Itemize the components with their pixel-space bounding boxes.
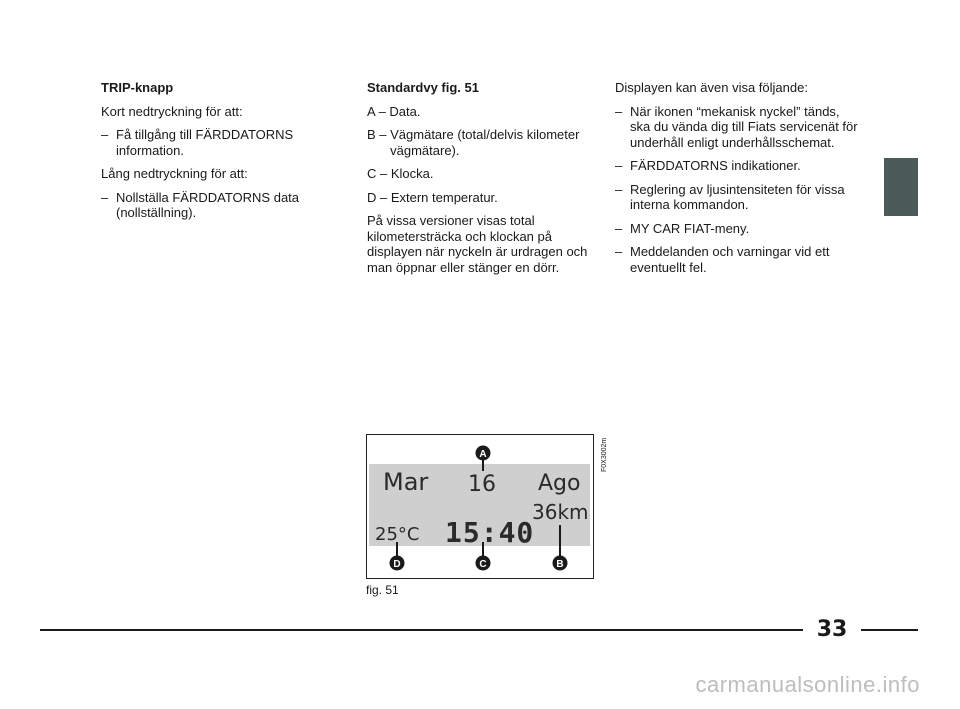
lcd-temperature: 25°C [375, 524, 420, 545]
watermark: carmanualsonline.info [695, 672, 920, 697]
callout-c [476, 556, 491, 571]
callout-b [553, 556, 568, 571]
page-number: 33 [816, 617, 848, 642]
callout-d [390, 556, 405, 571]
legend-item-d: D – Extern temperatur. [367, 189, 498, 205]
footer-rule-right [861, 629, 918, 631]
list-item: – Meddelanden och varningar vid ett eventuellt fel. [615, 244, 830, 275]
list-item: – Nollställa FÄRDDATORNS data (nollställning). [101, 190, 326, 221]
column-trip-button [101, 80, 326, 229]
list-item: – När ikonen “mekanisk nyckel” tänds, ska du vända dig till Fiats servicenät för underhåll enligt underhållsschemat. [615, 103, 858, 150]
key-removed-paragraph: På vissa versioner visas total kilometersträcka och klockan på displayen när nyckeln är urdragen och man öppnar eller stänger en dörr. [367, 213, 588, 275]
standard-view-heading: Standardvy fig. 51 [367, 80, 479, 95]
display-diagram [367, 435, 592, 577]
lcd-clock: 15:40 [445, 516, 535, 549]
list-item: – FÄRDDATORNS indikationer. [615, 158, 801, 173]
legend-item-c: C – Klocka. [367, 166, 434, 181]
lcd-odometer: 36km [532, 500, 589, 524]
lcd-month: Ago [538, 471, 581, 496]
callout-a [476, 446, 491, 461]
display-intro: Displayen kan även visa följande: [615, 80, 808, 95]
list-item: – Få tillgång till FÄRDDATORNS information. [101, 127, 326, 158]
long-press-item: Nollställa FÄRDDATORNS data (nollställning). [116, 189, 300, 220]
svg-text:F0X3002m: F0X3002m [601, 437, 608, 472]
svg-text:C: C [479, 559, 487, 570]
column-standard-view [367, 80, 592, 283]
footer-rule-left [40, 629, 803, 631]
svg-text:A: A [479, 449, 487, 460]
section-tab-marker [884, 158, 918, 216]
short-press-text: Kort nedtryckning för att: [101, 103, 243, 119]
list-item: – Reglering av ljusintensiteten för vissa interna kommandon. [615, 181, 845, 212]
lcd-date: 16 [468, 472, 496, 497]
figure-caption: fig. 51 [366, 583, 399, 597]
svg-text:D: D [393, 559, 401, 570]
trip-heading: TRIP-knapp [101, 80, 174, 95]
legend-item-a: A – Data. [367, 103, 421, 119]
column-display-options [615, 80, 860, 283]
list-item: – MY CAR FIAT-meny. [615, 220, 750, 236]
short-press-item: Få tillgång till FÄRDDATORNS information. [116, 127, 294, 158]
figure-code [598, 432, 608, 472]
figure-51-display [366, 434, 594, 579]
svg-text:B: B [556, 559, 564, 570]
long-press-text: Lång nedtryckning för att: [101, 166, 248, 181]
legend-item-b: B – Vägmätare (total/delvis kilometer vägmätare). [367, 127, 580, 158]
lcd-day: Mar [383, 468, 429, 496]
